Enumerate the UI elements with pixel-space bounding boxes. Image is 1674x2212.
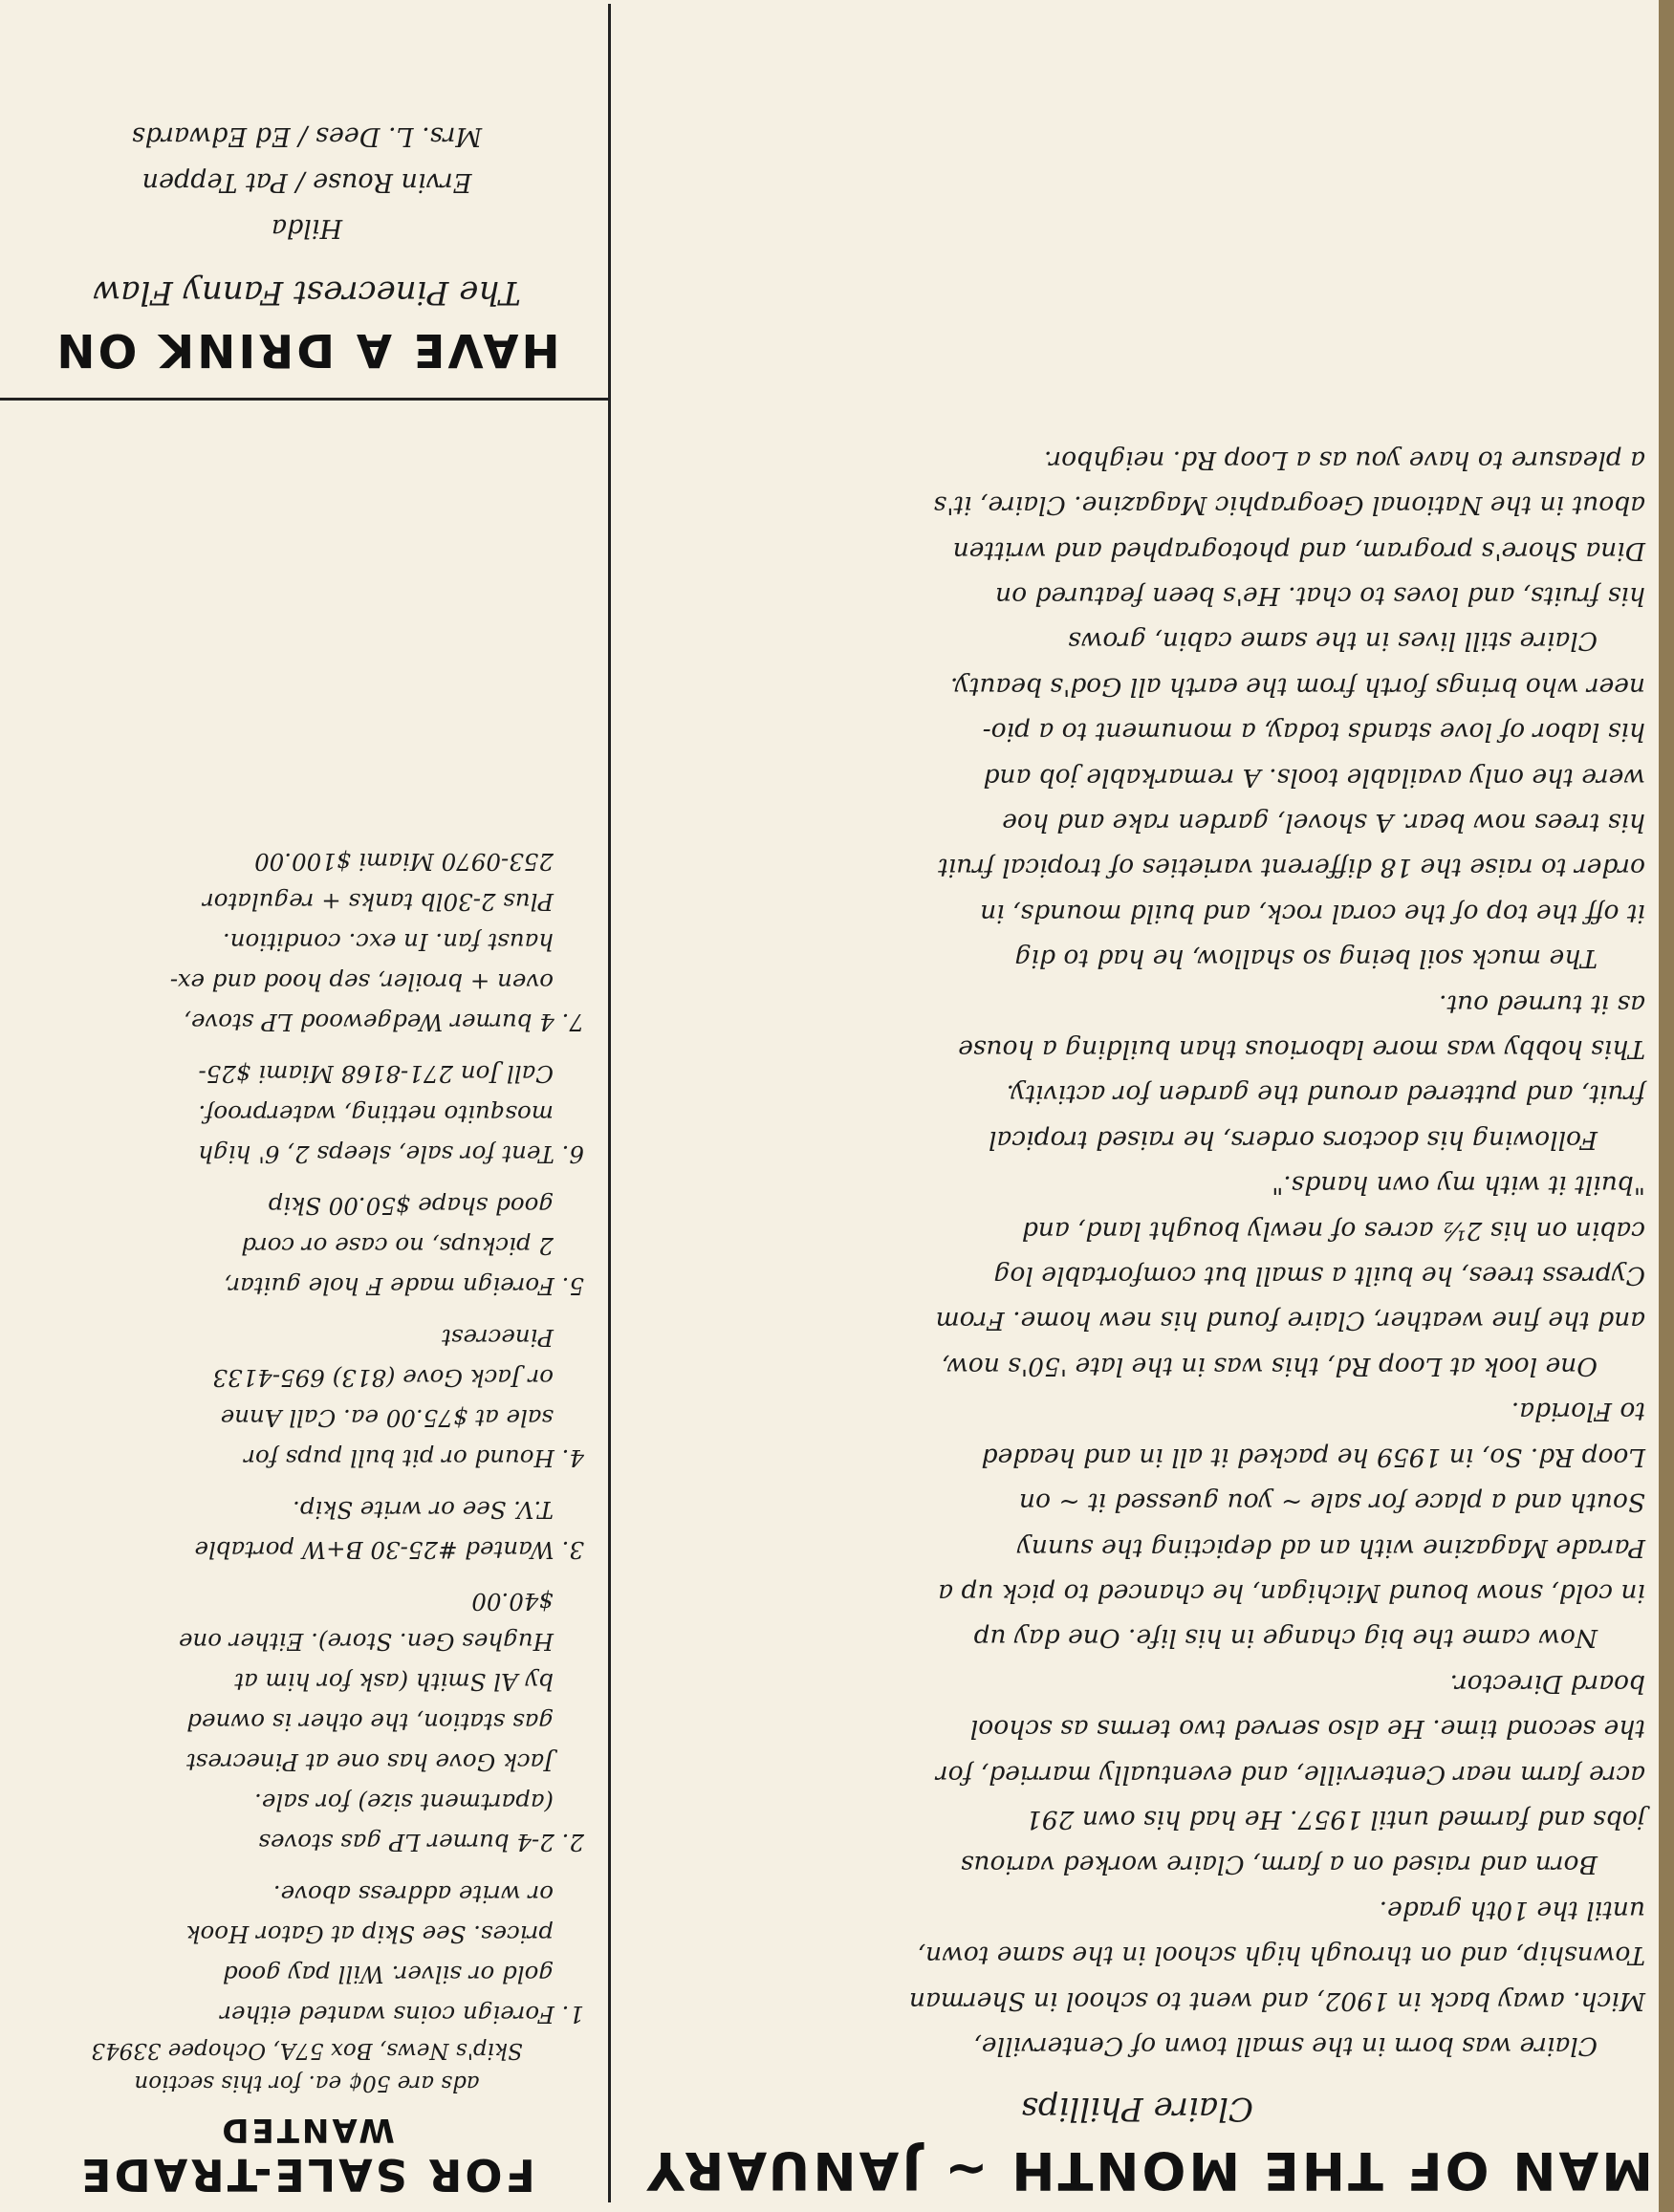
article-paragraph: Born and raised on a farm, Claire worked various jobs and farmed until 1957. He had his own 291 acre farm near Centerville, and eventually married, for the second time. He also served two terms as school board Director. [935, 1668, 1645, 1880]
section-divider [0, 398, 608, 401]
classified-ad: 2. 2-4 burner LP gas stoves (apartment size) for sale. Jack Gove has one at Pinecrest gas station, the other is owned by Al Smith (ask for him at Hughes Gen. Store). Either one $40.00 [179, 1588, 584, 1856]
drink-names: Hilda Ervin Rouse / Pat Teppen Mrs. L. Dees / Ed Edwards [131, 121, 483, 243]
article-paragraph: The muck soil being so shallow, he had to dig it off the top of the coral rock, and build mounds, in order to raise the 18 different varieties of tropical fruit his trees now bear. A shovel, garden rake and hoe were the only available tools. A remarkable job and his labor of love stands today, a monument to a pio- neer who brings forth from the earth all God's beauty. [938, 671, 1645, 974]
featured-person-name: Claire Phillips [1021, 2090, 1253, 2128]
classified-ad: 1. Foreign coins wanted either gold or silver. Will pay good prices. See Skip at Gator Hook or write address above. [185, 1880, 584, 2028]
classified-ad: 7. 4 burner Wedgewood LP stove, oven + broiler, sep hood and ex- haust fan. In exc. condition. Plus 2-30lb tanks + regulator 253-0970 Miami $100.00 [169, 848, 584, 1036]
article-paragraph: One look at Loop Rd, this was in the late '50's now, and the fine weather, Claire found his new home. From Cypress trees, he built a small but comfortable log cabin on his 2½ acres of newly bought land, and "built it with my own hands." [935, 1170, 1645, 1381]
article-paragraph: Following his doctors orders, he raised tropical fruit, and puttered around the garden for activity. This hobby was more laborious than building a house as it turned out. [958, 988, 1645, 1155]
article-paragraph: Claire was born in the small town of Centerville, Mich. away back in 1902, and went to school in Sherman Township, and on through high school in the same town, until the 10th grade. [908, 1895, 1645, 2061]
classifieds-subtitle: WANTED [219, 2111, 395, 2149]
classified-ad: 6. Tent for sale, sleeps 2, 6' high mosquito netting, waterproof. Call Jon 271-8168 Miami $25- [198, 1060, 584, 1168]
classifieds-note: ads are 50¢ ea. for this section Skip's News, Box 57A, Ochopee 33943 [91, 2038, 523, 2095]
have-a-drink-box [30, 113, 584, 377]
drink-sponsor: The Pinecrest Fanny Flaw [93, 273, 521, 312]
classified-ad: 4. Hound or pit bull pups for sale at $75.00 ea. Call Anne or Jack Gove (813) 695-4133 Pinecrest [212, 1324, 584, 1472]
classifieds-title: FOR SALE-TRADE [78, 2149, 535, 2201]
article-paragraph: Claire still lives in the same cabin, grows his fruits, and loves to chat. He's been featured on Dina Shore's program, and photographed and written about in the National Geographic Magazine. Claire, it's a pleasure to have you as a Loop Rd. neighbor. [933, 445, 1645, 657]
classified-ad: 5. Foreign made F hole guitar, 2 pickups, no case or cord good shape $50.00 Skip [224, 1192, 584, 1300]
article-body [632, 437, 1645, 2069]
column-divider [608, 4, 611, 2202]
page-edge [1659, 0, 1674, 2212]
drink-title: HAVE A DRINK ON [54, 323, 560, 377]
man-of-month-title: MAN OF THE MONTH ~ JANUARY [643, 2140, 1653, 2201]
classifieds-list [20, 830, 584, 2034]
classified-ad: 3. Wanted #25-30 B+W portable T.V. See or write Skip. [194, 1496, 584, 1564]
article-paragraph: Now came the big change in his life. One day up in cold, snow bound Michigan, he chanced to pick up a Parade Magazine with an ad depicting the sunny South and a place for sale ~ you guessed it ~ on Loop Rd. So, in 1959 he packed it all in and headed to Florida. [938, 1397, 1645, 1654]
